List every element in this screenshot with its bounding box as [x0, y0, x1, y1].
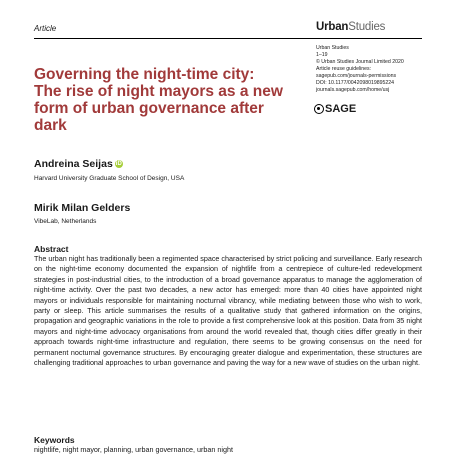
meta-line: 1–19	[316, 52, 328, 58]
author-affiliation: Harvard University Graduate School of Design, USA	[34, 175, 185, 182]
article-title: Governing the night-time city: The rise of night mayors as a new form of urban governance after dark	[34, 66, 283, 134]
author-name-text: Andreina Seijas	[34, 158, 113, 170]
article-type-label: Article	[34, 24, 57, 33]
journal-logo-light: Studies	[348, 21, 386, 33]
keywords-text: nightlife, night mayor, planning, urban governance, urban night	[34, 445, 233, 454]
publisher-name: SAGE	[325, 103, 357, 115]
keywords-heading: Keywords	[34, 435, 75, 445]
sage-mark-icon	[314, 104, 324, 114]
publisher-logo	[314, 103, 356, 115]
meta-link[interactable]: journals.sagepub.com/home/usj	[316, 87, 390, 93]
article-metadata	[316, 45, 426, 94]
orcid-icon[interactable]: iD	[115, 161, 122, 167]
journal-logo-bold: Urban	[316, 21, 349, 33]
author-affiliation: VibeLab, Netherlands	[34, 218, 97, 225]
journal-logo	[316, 21, 385, 33]
abstract-text: The urban night has traditionally been a regimented space characterised by strict policing and surveillance. Early research on the night-time economy documented the expansion of nightlife from a centrepiece of culture-led redevelopment strategies in post-industrial cities, to the introduction of a broad governance apparatus to manage the agglomeration of night-time activity. Over the past two decades, a new actor has emerged: more than 40 cities have appointed night mayors or individuals responsible for maintaining nocturnal vibrancy, while mediating between those who wish to work, party or sleep. This article summarises the results of a qualitative study that gathered information on the origins, propagation and geographic variations in the role to provide a first comprehensive look at this position. Data from 35 night mayors and night-time advocacy organisations from around the world revealed that, though cities differ greatly in their approach towards night-time infrastructure and regulation, there seems to be growing consensus on the need for permanent nocturnal governance structures. By encouraging greater dialogue and experimentation, these structures are challenging traditional approaches to urban governance and paving the way for a new wave of studies on the urban night.	[34, 254, 422, 368]
header-rule	[34, 38, 422, 39]
author-name-text: Mirik Milan Gelders	[34, 202, 131, 214]
author-name	[34, 158, 123, 170]
meta-doi[interactable]: DOI: 10.1177/0042098019895224	[316, 80, 395, 86]
meta-line: © Urban Studies Journal Limited 2020	[316, 59, 404, 65]
meta-line: Urban Studies	[316, 45, 349, 51]
author-name	[34, 202, 130, 214]
abstract-heading: Abstract	[34, 244, 69, 254]
meta-line: Article reuse guidelines:	[316, 66, 372, 72]
meta-link[interactable]: sagepub.com/journals-permissions	[316, 73, 397, 79]
